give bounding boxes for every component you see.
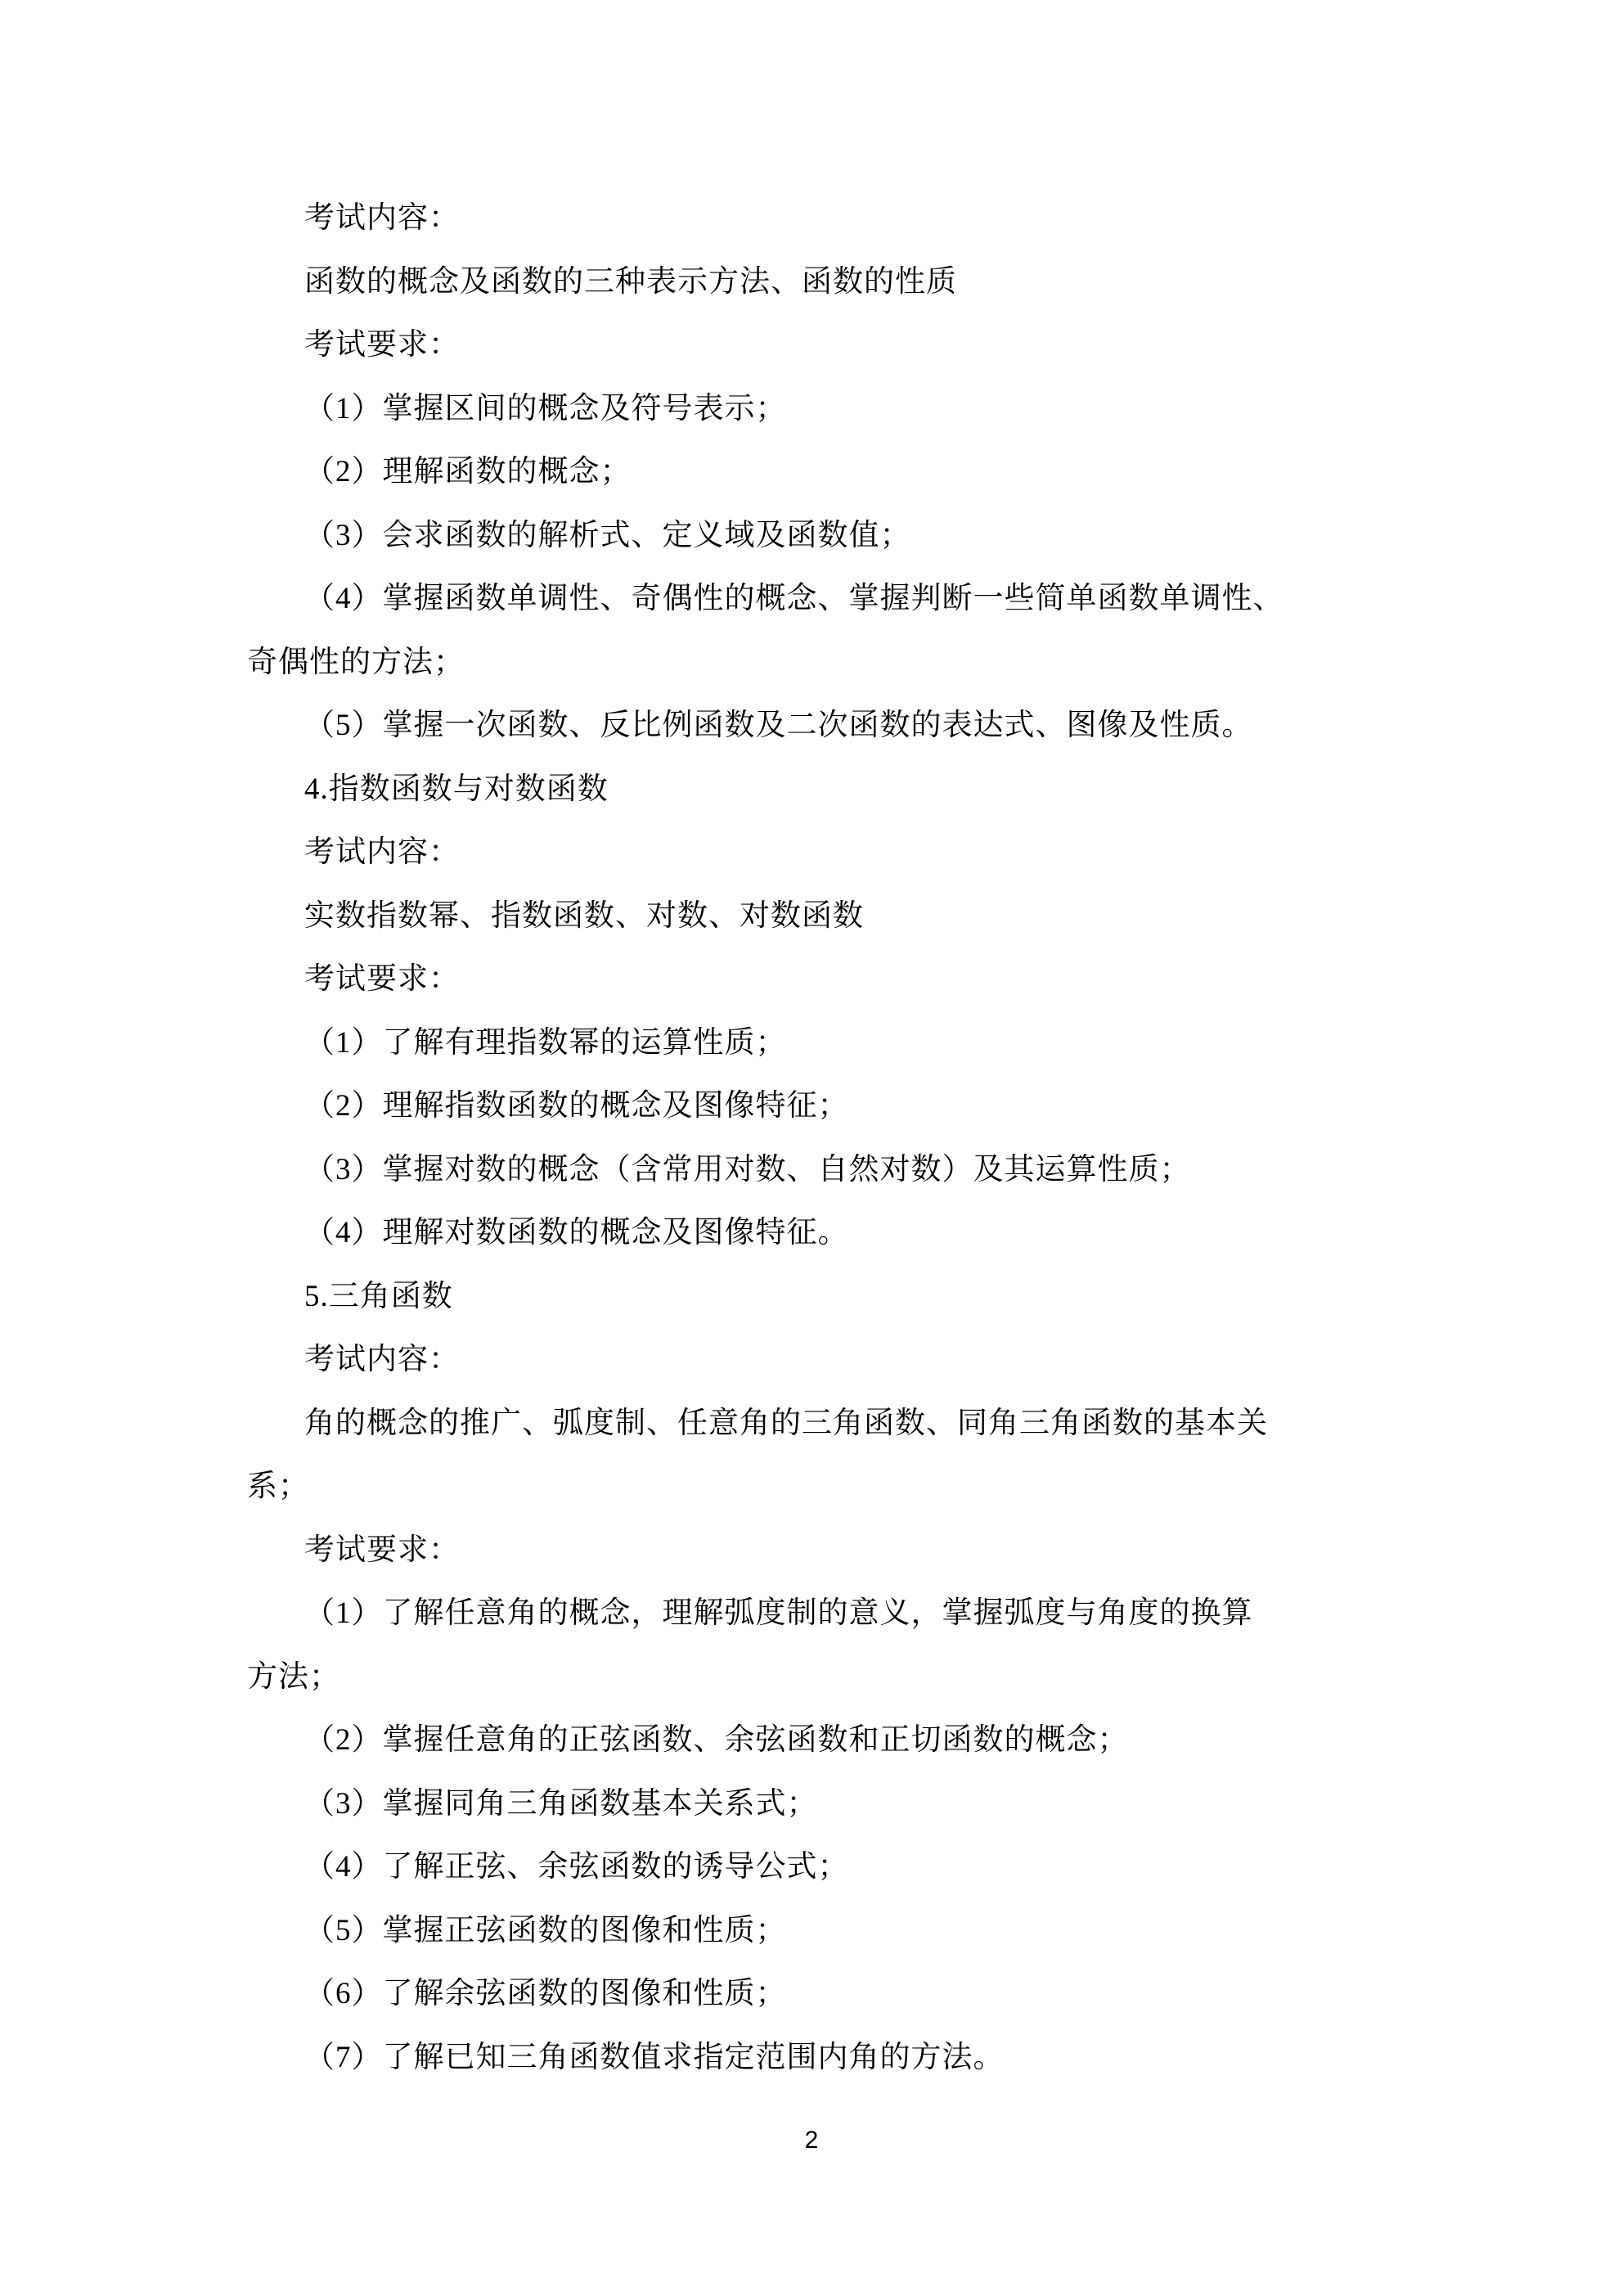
text-line: 考试内容：	[304, 1343, 460, 1376]
text-line: 4.指数函数与对数函数	[304, 772, 609, 806]
page-number: 2	[804, 2127, 819, 2154]
text-line: 考试内容：	[304, 201, 460, 235]
text-line: （1）了解任意角的概念，理解弧度制的意义，掌握弧度与角度的换算	[304, 1596, 1253, 1630]
text-line: 考试内容：	[304, 835, 460, 869]
text-line: （1）了解有理指数幂的运算性质；	[304, 1025, 787, 1060]
text-line: 考试要求：	[304, 1533, 460, 1567]
text-line: 函数的概念及函数的三种表示方法、函数的性质	[304, 264, 957, 299]
text-line: 考试要求：	[304, 328, 460, 362]
text-line: （3）掌握对数的概念（含常用对数、自然对数）及其运算性质；	[304, 1152, 1191, 1186]
text-line: （1）掌握区间的概念及符号表示；	[304, 391, 787, 425]
text-line: 5.三角函数	[304, 1279, 453, 1313]
text-line: 实数指数幂、指数函数、对数、对数函数	[304, 898, 864, 933]
document-body	[247, 187, 1500, 2089]
text-line: （6）了解余弦函数的图像和性质；	[304, 1977, 787, 2010]
text-line: 方法；	[247, 1659, 340, 1694]
text-line: （4）了解正弦、余弦函数的诱导公式；	[304, 1850, 849, 1884]
text-line: 奇偶性的方法；	[247, 645, 465, 679]
text-line: 系；	[247, 1470, 309, 1503]
text-line: （4）掌握函数单调性、奇偶性的概念、掌握判断一些简单函数单调性、	[304, 582, 1284, 615]
text-line: 角的概念的推广、弧度制、任意角的三角函数、同角三角函数的基本关	[304, 1406, 1268, 1440]
text-line: （2）理解函数的概念；	[304, 455, 632, 488]
text-line: （2）掌握任意角的正弦函数、余弦函数和正切函数的概念；	[304, 1723, 1129, 1757]
text-line: （4）理解对数函数的概念及图像特征。	[304, 1216, 849, 1249]
text-line: （5）掌握正弦函数的图像和性质；	[304, 1913, 787, 1947]
text-line: 考试要求：	[304, 962, 460, 996]
text-line: （3）会求函数的解析式、定义域及函数值；	[304, 518, 911, 552]
text-line: （3）掌握同角三角函数基本关系式；	[304, 1786, 818, 1821]
text-line: （7）了解已知三角函数值求指定范围内角的方法。	[304, 2040, 1005, 2074]
text-line: （5）掌握一次函数、反比例函数及二次函数的表达式、图像及性质。	[304, 709, 1253, 742]
text-line: （2）理解指数函数的概念及图像特征；	[304, 1089, 849, 1123]
